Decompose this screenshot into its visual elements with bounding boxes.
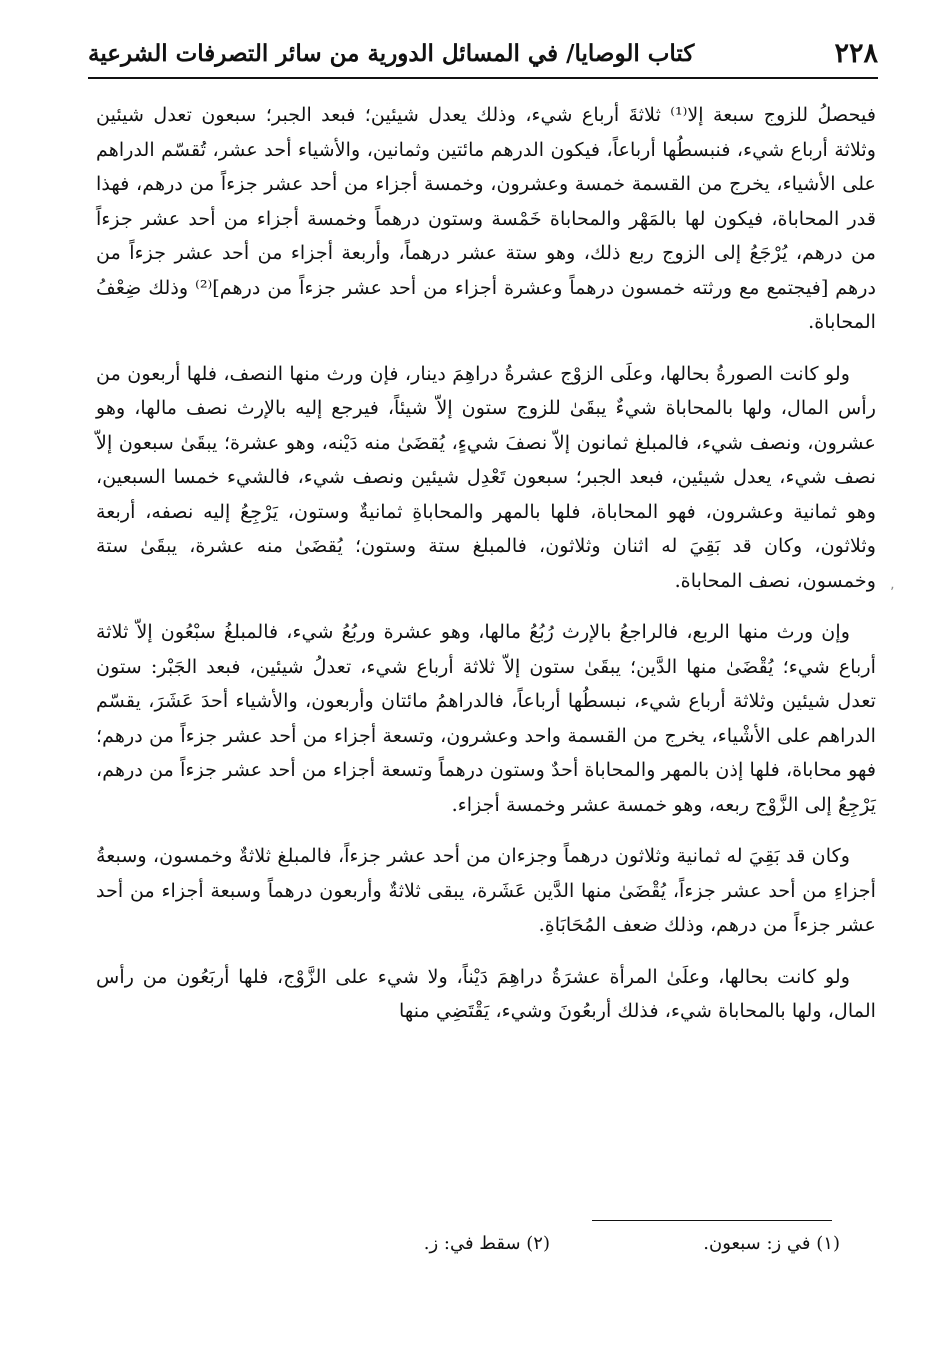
paragraph-4: وكان قد بَقِيَ له ثمانية وثلاثون درهماً وجزءان من أحد عشر جزءاً، فالمبلغ ثلاثةٌ وخمسون، وسبعةُ أجزاءِ من أحد عشر جزءاً، يُقْضَىٰ منها الدَّين عَشَرة، يبقى ثلاثةٌ وأربعون درهماً وسبعة أجزاء من أحد عشر جزءاً من درهم، وذلك ضعف المُحَابَاةِ.: [96, 844, 876, 936]
scan-speck: ٬: [890, 585, 895, 601]
footnotes: [300, 1233, 840, 1263]
running-title: كتاب الوصايا/ في المسائل الدورية من سائر التصرفات الشرعية: [88, 40, 695, 67]
footnote-2: (٢) سقط في: ز.: [423, 1233, 550, 1254]
paragraph-1: فيحصلُ للزوج سبعة إلا⁽¹⁾ ثلاثةَ أرباع شيء، وذلك يعدل شيئين؛ فبعد الجبر؛ سبعون تعدل شيئين وثلاثة أرباع شيء، فنبسطُها أرباعاً، فيكون الدرهم مائتين وثمانين، والأشياء أحد عشر، تُقسّم الدراهم على الأشياء، يخرج من القسمة خمسة وعشرون، وخمسة أجزاء من أحد عشر جزءاً من درهم، فهذا قدر المحاباة، فيكون لها بالمَهْر والمحاباة خَمْسة وستون درهماً وخمسة أجزاء من أحد عشر جزءاً من درهم، يُرْجَعُ إلى الزوج ربع ذلك، وهو ستة عشر درهماً، وأربعة أجزاء من أحد عشر جزءاً من درهم [فيجتمع مع ورثته خمسون درهماً وعشرة أجزاء من أحد عشر جزءاً من درهم]⁽²⁾ وذلك ضِعْفُ المحاباة.: [96, 103, 877, 333]
paragraph-5: ولو كانت بحالها، وعلَىٰ المرأة عشرَةُ دراهِمَ دَيْناً، ولا شيء على الزَّوْج، فلها أربَعُون من رأس المال، ولها بالمحاباة شيء، فذلك أربعُونَ وشيء، يَقْتَضِي منها: [96, 964, 876, 1022]
main-text: [96, 98, 876, 1046]
footnote-rule: [592, 1220, 832, 1221]
header-rule: [88, 77, 878, 79]
paragraph-3: وإن ورث منها الربع، فالراجعُ بالإرث رُبُعُ مالها، وهو عشرة وربُعُ شيء، فالمبلغُ سبْعُون إلاّ ثلاثة أرباع شيء؛ يُقْضَىٰ منها الدَّين؛ يبقَىٰ ستون إلاّ ثلاثة أرباع شيء، تعدلُ شيئين، فبعد الجَبْر: ستون تعدل شيئين وثلاثة أرباع شيء، نبسطُها أرباعاً، فالدراهمُ مائتان وأربعون، والأشياء أحدَ عَشَرَ، يقسّم الدراهم على الأشْياء، يخرج من القسمة واحد وعشرون، وتسعة أجزاء من أحد عشر جزءاً من درهم؛ فهو محاباة، فلها إذن بالمهر والمحاباة أحدٌ وستون درهماً وتسعة أجزاء من أحد عشر جزءاً من درهم، يَرْجِعُ إلى الزَّوْج ربعه، وهو خمسة عشر وخمسة أجزاء.: [96, 620, 876, 816]
paragraph-2: ولو كانت الصورةُ بحالها، وعلَى الزوْج عشرةُ دراهِمَ دينار، فإن ورث منها النصف، فلها أربعون من رأس المال، ولها بالمحاباة شيءٌ يبقَىٰ للزوج ستون إلاّ شيئاً، فيرجع إليه بالإرث نصف مالها، وهو عشرون، ونصف شيء، فالمبلغ ثمانون إلاّ نصفَ شيءٍ، يُقضَىٰ منه دَيْنه، وهو عشرة؛ يبقَىٰ سبعون إلاّ نصف شيء، يعدل شيئين، فبعد الجبر؛ سبعون تَعْدِل شيئين ونصف شيء، فالشيء خمسا السبعين، وهو ثمانية وعشرون، فهو المحاباة، فلها بالمهر والمحاباةِ ثمانيةٌ وستون، يَرْجِعُ إليه نصفه، أربعة وثلاثون، وكان قد بَقِيَ له اثنان وثلاثون، فالمبلغ ستة وستون؛ يُقضَىٰ منه عشرة، يبقَىٰ ستة وخمسون، نصف المحاباة.: [96, 361, 876, 592]
page-header: [88, 34, 878, 74]
footnote-1: (١) في ز: سبعون.: [703, 1233, 840, 1254]
page-number: ٢٢٨: [834, 38, 878, 69]
